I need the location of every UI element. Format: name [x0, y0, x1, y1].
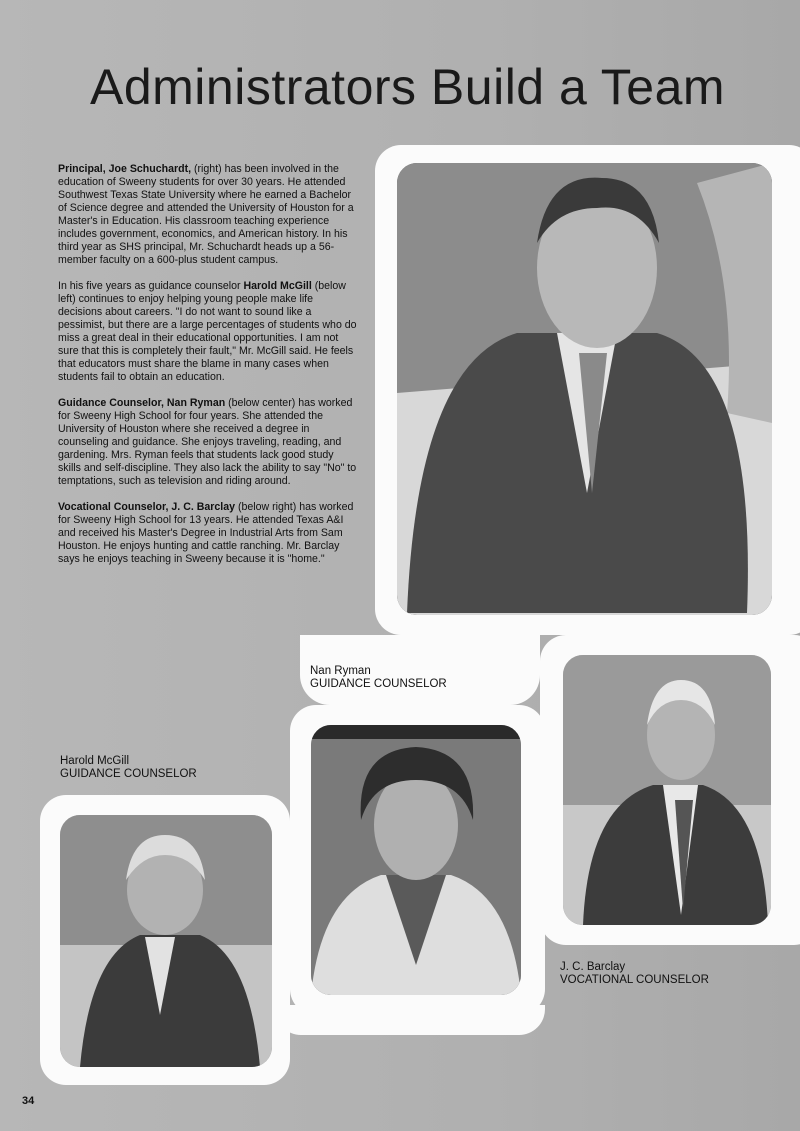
paragraph-text: (right) has been involved in the education of Sweeny students for over 30 years. He attended Southwest Texas State University where he earned a Bachelor of Science degree and attended the University of Houston for a Master's in Education. His classroom teaching experience includes government, economics, and American history. In his third year as SHS principal, Mr. Schuchardt heads up a 56-member faculty on a 600-plus student campus. [58, 163, 354, 266]
caption-name: Harold McGill [60, 755, 130, 767]
barclay-portrait-image [563, 655, 771, 925]
paragraph-mcgill [58, 280, 358, 384]
barclay-caption [560, 961, 709, 987]
paragraph-text: (below right) has worked for Sweeny High School for 13 years. He attended Texas A&I and received his Master's Degree in Industrial Arts from Sam Houston. He enjoys hunting and cattle ranching. Mr. Barclay says he enjoys teaching in Sweeny because it is "home." [58, 501, 354, 565]
page-title: Administrators Build a Team [90, 59, 726, 115]
paragraph-text: (below left) continues to enjoy helping young people make life decisions about careers. "I do not want to sound like a pessimist, but there are a large percentages of students who do miss a great deal in their educational opportunities. I am not sure that this is completely their fault," Mr. McGill said. He feels that educators must share the blame in many cases when students fail to obtain an education. [58, 280, 357, 383]
frame-connector-bottom [275, 1005, 545, 1035]
ryman-portrait-image [311, 725, 521, 995]
paragraph-lead: Guidance Counselor, Nan Ryman [58, 397, 226, 409]
page-number: 34 [22, 1095, 35, 1107]
ryman-photo [311, 725, 521, 995]
paragraph-schuchardt [58, 163, 358, 267]
caption-role: GUIDANCE COUNSELOR [60, 768, 197, 780]
paragraph-text: (below center) has worked for Sweeny High School for four years. She attended the University of Houston where she received a degree in counseling and guidance. She enjoys traveling, reading, and gardening. Mrs. Ryman feels that students lack good study skills and self-discipline. They also lack the ability to say "No" to temptations, such as television and riding around. [58, 397, 357, 487]
caption-role: GUIDANCE COUNSELOR [310, 678, 447, 690]
ryman-caption [310, 665, 447, 691]
principal-portrait-image [397, 163, 772, 615]
caption-name: J. C. Barclay [560, 961, 626, 973]
principal-photo [397, 163, 772, 615]
caption-name: Nan Ryman [310, 665, 371, 677]
paragraph-ryman [58, 397, 358, 488]
paragraph-lead: Principal, Joe Schuchardt, [58, 163, 192, 175]
mcgill-photo [60, 815, 272, 1067]
caption-role: VOCATIONAL COUNSELOR [560, 974, 709, 986]
article-body [58, 163, 358, 579]
paragraph-lead: Harold McGill [243, 280, 312, 292]
paragraph-lead: Vocational Counselor, J. C. Barclay [58, 501, 236, 513]
mcgill-caption [60, 755, 197, 781]
barclay-photo [563, 655, 771, 925]
paragraph-barclay [58, 501, 358, 566]
paragraph-pre: In his five years as guidance counselor [58, 280, 244, 292]
mcgill-portrait-image [60, 815, 272, 1067]
